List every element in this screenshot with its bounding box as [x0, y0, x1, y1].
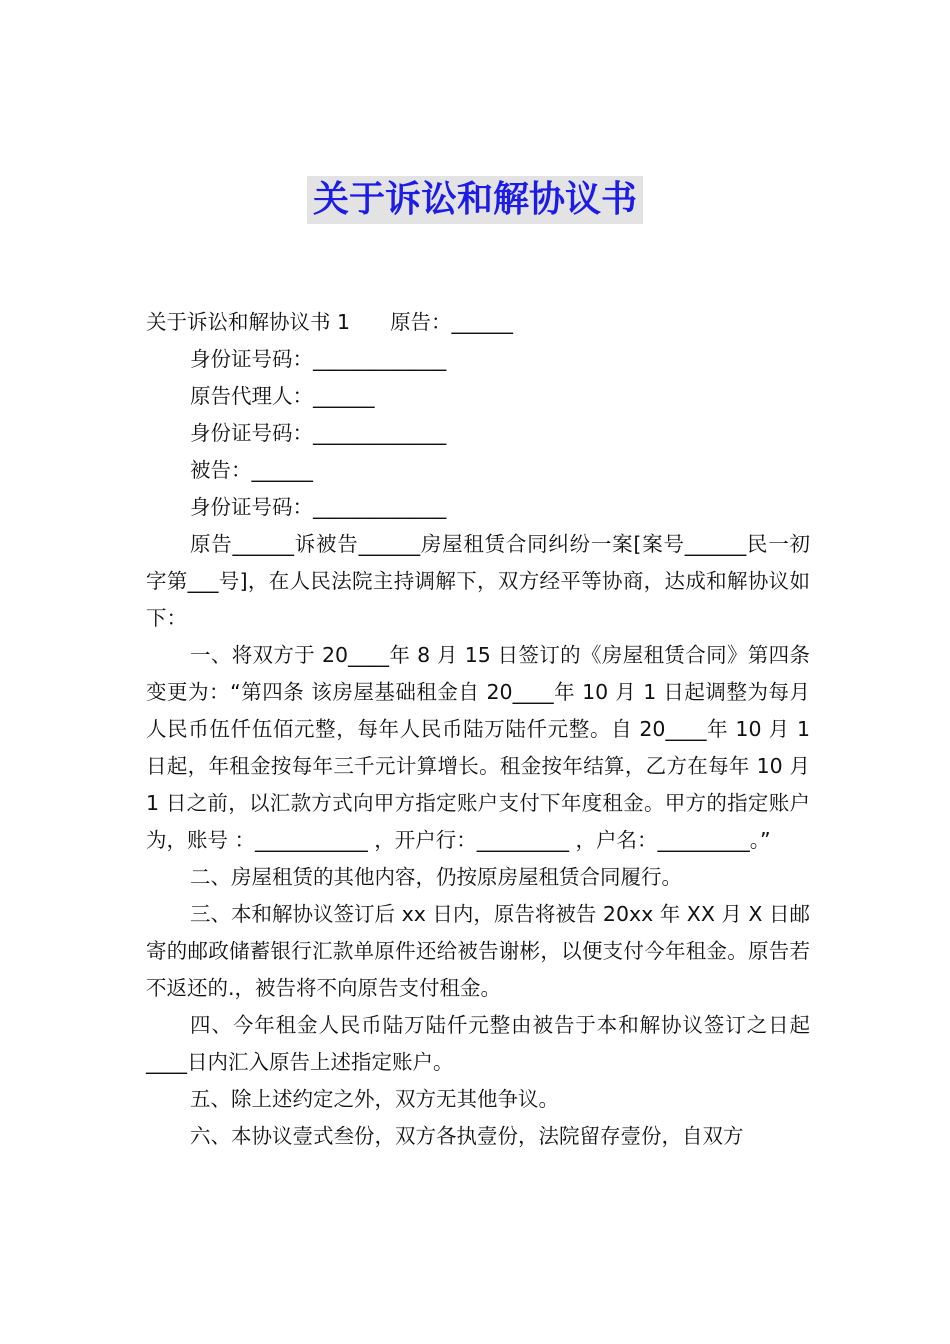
- intro-paragraph: 原告______诉被告______房屋租赁合同纠纷一案[案号______民一初字第___号]，在人民法院主持调解下，双方经平等协商，达成和解协议如下：: [146, 532, 810, 630]
- clause-5: 五、除上述约定之外，双方无其他争议。: [190, 1087, 559, 1111]
- agent-id-field: 身份证号码：_____________: [190, 421, 447, 445]
- defendant-id-field: 身份证号码：_____________: [190, 495, 447, 519]
- document-title: 关于诉讼和解协议书: [307, 176, 643, 224]
- header-line: [146, 304, 810, 341]
- plaintiff-agent-field: 原告代理人：______: [190, 384, 375, 408]
- clause-4: 四、今年租金人民币陆万陆仟元整由被告于本和解协议签订之日起____日内汇入原告上述指定账户。: [146, 1013, 810, 1074]
- plaintiff-id-field: 身份证号码：_____________: [190, 347, 447, 371]
- clause-3: 三、本和解协议签订后 xx 日内，原告将被告 20xx 年 XX 月 X 日邮寄的邮政储蓄银行汇款单原件还给被告谢彬，以便支付今年租金。原告若不返还的.，被告将不向原告支付租金。: [146, 902, 810, 1000]
- header-heading: 关于诉讼和解协议书 1: [146, 310, 351, 334]
- clause-6: 六、本协议壹式叁份，双方各执壹份，法院留存壹份，自双方: [190, 1124, 744, 1148]
- plaintiff-field: 原告：______: [390, 310, 514, 334]
- title-container: [0, 176, 950, 224]
- defendant-field: 被告：______: [190, 458, 313, 482]
- clause-2: 二、房屋租赁的其他内容，仍按原房屋租赁合同履行。: [190, 865, 682, 889]
- clause-1: 一、将双方于 20____年 8 月 15 日签订的《房屋租赁合同》第四条变更为：“第四条 该房屋基础租金自 20____年 10 月 1 日起调整为每月人民币伍仟伍佰元整，每年人民币陆万陆仟元整。自 20____年 10 月 1 日起，年租金按每年三千元计算增长。租金按年结算，乙方在每年 10 月 1 日之前，以汇款方式向甲方指定账户支付下年度租金。甲方的指定账户为，账号 ：___________ ，开户行：_________ ，户名：_________。”: [146, 643, 810, 852]
- document-body: [146, 304, 810, 1155]
